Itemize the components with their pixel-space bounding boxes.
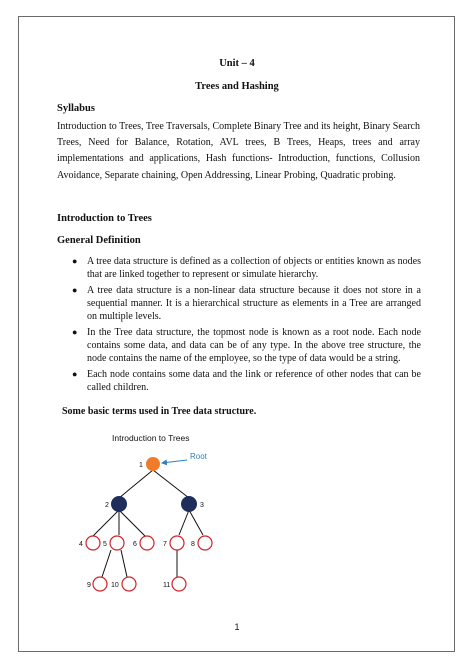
list-item-text: In the Tree data structure, the topmost node is known as a root node. Each node contains some data, and data can be of any type. In the above tree structure, the node contains the name of the employee, so the type of data would be a string. [87, 327, 421, 365]
node-1-root [146, 457, 160, 471]
node-6 [140, 536, 154, 550]
root-label: Root [190, 452, 207, 461]
node-11 [172, 577, 186, 591]
syllabus-text: Introduction to Trees, Tree Traversals, Complete Binary Tree and its height, Binary Search Trees, Need for Balance, Rotation, AVL trees, B Trees, Heaps, trees and array implementations and applications, Hash functions- Introduction, functions, Collusion Avoidance, Separate chaining, Open Addressing, Linear Probing, Quadratic probing. [57, 121, 420, 181]
definition-list [70, 255, 421, 397]
node-label-4: 4 [79, 541, 83, 548]
node-8 [198, 536, 212, 550]
definition-heading: General Definition [57, 235, 141, 246]
bullet-icon: ● [72, 327, 78, 338]
tree-diagram [62, 422, 242, 598]
node-label-10: 10 [111, 582, 119, 589]
node-label-1: 1 [139, 462, 143, 469]
bullet-icon: ● [72, 284, 78, 295]
node-label-11: 11 [163, 582, 171, 589]
node-label-5: 5 [103, 541, 107, 548]
node-label-7: 7 [163, 541, 167, 548]
list-item [70, 284, 421, 324]
list-item-text: A tree data structure is defined as a collection of objects or entities known as nodes that are linked together to represent or simulate hierarchy. [87, 256, 421, 281]
topic-title: Trees and Hashing [195, 81, 279, 92]
basic-terms-heading: Some basic terms used in Tree data structure. [62, 406, 257, 417]
node-9 [93, 577, 107, 591]
list-item [70, 326, 421, 366]
bullet-icon: ● [72, 369, 78, 380]
page-number: 1 [234, 622, 240, 632]
node-2 [111, 496, 127, 512]
bullet-icon: ● [72, 256, 78, 266]
node-4 [86, 536, 100, 550]
figure-title: Introduction to Trees [112, 433, 190, 443]
list-item [70, 255, 421, 281]
node-label-8: 8 [191, 541, 195, 548]
node-5 [110, 536, 124, 550]
list-item-text: Each node contains some data and the link or reference of other nodes that can be called children. [87, 369, 421, 394]
unit-title: Unit – 4 [219, 58, 255, 69]
node-10 [122, 577, 136, 591]
node-label-3: 3 [200, 502, 204, 509]
list-item-text: A tree data structure is a non-linear data structure because it does not store in a sequential manner. It is a hierarchical structure as elements in a Tree are arranged on multiple levels. [87, 284, 421, 323]
syllabus-heading: Syllabus [57, 103, 95, 114]
list-item [70, 368, 421, 394]
intro-heading: Introduction to Trees [57, 213, 152, 224]
node-label-2: 2 [105, 502, 109, 509]
node-label-6: 6 [133, 541, 137, 548]
node-3 [181, 496, 197, 512]
node-label-9: 9 [87, 582, 91, 589]
figure-background [62, 422, 242, 598]
node-7 [170, 536, 184, 550]
